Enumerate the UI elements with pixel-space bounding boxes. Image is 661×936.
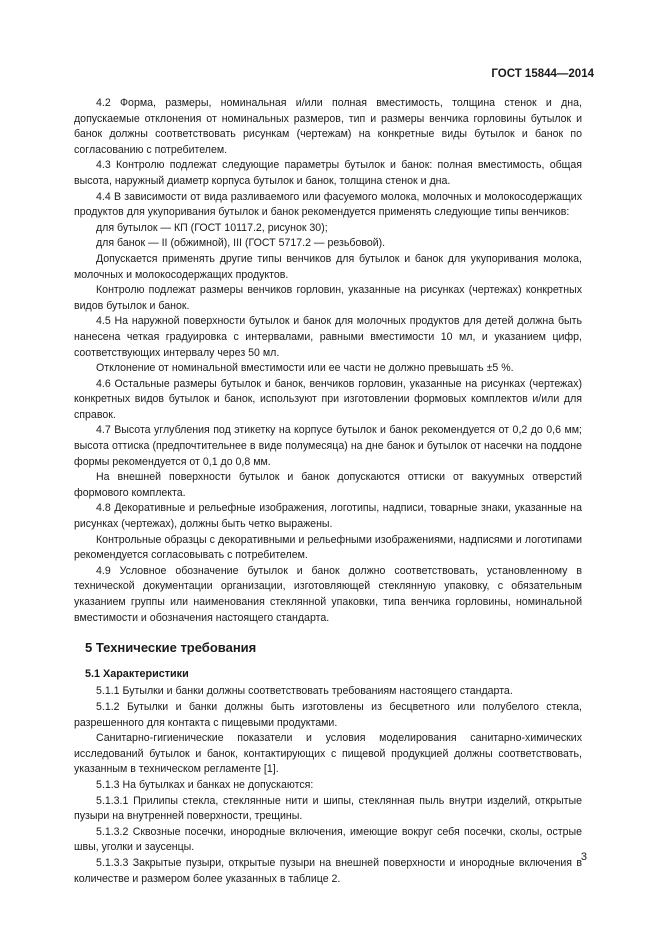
paragraph-control-samples: Контрольные образцы с декоративными и рельефными изображениями, надписями и логотипами рекомендуется согласовывать с потребителем. bbox=[74, 533, 582, 562]
section-5-title: 5 Технические требования bbox=[85, 640, 257, 656]
paragraph-4-8: 4.8 Декоративные и рельефные изображения, логотипы, надписи, товарные знаки, указанные на рисунках (чертежах), должны быть четко выражены. bbox=[74, 502, 582, 531]
paragraph-finish-control: Контролю подлежат размеры венчиков горловин, указанные на рисунках (чертежах) конкретных видов бутылок и банок. bbox=[74, 284, 582, 312]
paragraph-5-1-3-2: 5.1.3.2 Сквозные посечки, инородные включения, имеющие вокруг себя посечки, сколы, острые швы, уголки и заусенцы. bbox=[74, 825, 582, 854]
paragraph-4-2: 4.2 Форма, размеры, номинальная и/или полная вместимость, толщина стенок и дна, допускаемые отклонения от номинальных размеров, тип и размеры венчика горловины бутылок и банок должны соответствовать рисункам (чертежам) на конкретные виды бутылок и банок по согласованию с потребителем. bbox=[74, 97, 582, 156]
document-body bbox=[74, 96, 582, 887]
paragraph-vacuum-imprints: На внешней поверхности бутылок и банок допускаются оттиски от вакуумных отверстий формового комплекта. bbox=[74, 471, 582, 499]
document-code-header: ГОСТ 15844—2014 bbox=[491, 68, 594, 80]
paragraph-sanitary: Санитарно-гигиенические показатели и условия моделирования санитарно-химических исследований бутылок и банок, контактирующих с пищевой продукцией должны соответствовать, указанным в техническом регламенте [1]. bbox=[74, 732, 582, 776]
list-item-bottles: для бутылок — КП (ГОСТ 10117.2, рисунок 30); bbox=[96, 221, 328, 234]
list-item-jars: для банок — II (обжимной), III (ГОСТ 5717.2 — резьбовой). bbox=[96, 237, 386, 250]
paragraph-other-finish-types: Допускается применять другие типы венчиков для бутылок и банок для укупоривания молока, молочных и молокосодержащих продуктов. bbox=[74, 252, 582, 281]
paragraph-5-1-1: 5.1.1 Бутылки и банки должны соответствовать требованиям настоящего стандарта. bbox=[96, 685, 513, 698]
paragraph-capacity-deviation: Отклонение от номинальной вместимости или ее части не должно превышать ±5 %. bbox=[96, 362, 514, 375]
paragraph-5-1-3-3: 5.1.3.3 Закрытые пузыри, открытые пузыри на внешней поверхности и инородные включения в количестве и размером более указанных в таблице 2. bbox=[74, 856, 582, 885]
page-number: 3 bbox=[580, 851, 587, 863]
paragraph-5-1-3-1: 5.1.3.1 Прилипы стекла, стеклянные нити и шипы, стеклянная пыль внутри изделий, открытые пузыри на внутренней поверхности, трещины. bbox=[74, 794, 582, 823]
paragraph-4-7: 4.7 Высота углубления под этикетку на корпусе бутылок и банок рекомендуется от 0,2 до 0,6 мм; высота оттиска (предпочтительнее в виде полумесяца) на дне банок и бутылок от насечки на поддоне формы рекомендуется от 0,1 до 0,8 мм. bbox=[74, 424, 582, 468]
paragraph-4-6: 4.6 Остальные размеры бутылок и банок, венчиков горловин, указанные на рисунках (чертежах) конкретных видов бутылок и банок, используют при изготовлении формовых комплектов и/или для справок. bbox=[74, 377, 582, 421]
paragraph-4-5: 4.5 На наружной поверхности бутылок и банок для молочных продуктов для детей должна быть нанесена четкая градуировка с интервалами, равными вместимости 10 мл, и указанием цифр, соответствующих интервалу через 50 мл. bbox=[74, 315, 582, 359]
subsection-5-1-title: 5.1 Характеристики bbox=[85, 667, 189, 680]
paragraph-5-1-3: 5.1.3 На бутылках и банках не допускаются: bbox=[96, 778, 314, 791]
paragraph-4-4: 4.4 В зависимости от вида разливаемого или фасуемого молока, молочных и молокосодержащих продуктов для укупоривания бутылок и банок рекомендуется применять следующие типы венчиков: bbox=[74, 190, 582, 219]
paragraph-5-1-2: 5.1.2 Бутылки и банки должны быть изготовлены из бесцветного или полубелого стекла, разрешенного для контакта с пищевыми продуктами. bbox=[74, 700, 582, 729]
paragraph-4-9: 4.9 Условное обозначение бутылок и банок должно соответствовать, установленному в технической документации организации, изготовляющей стеклянную упаковку, с обязательным указанием группы или наименования стеклянной упаковки, типа венчика горловины, номинальной вместимости и обозначения настоящего стандарта. bbox=[74, 564, 582, 624]
paragraph-4-3: 4.3 Контролю подлежат следующие параметры бутылок и банок: полная вместимость, общая высота, наружный диаметр корпуса бутылок и банок, толщина стенок и дна. bbox=[74, 159, 582, 187]
